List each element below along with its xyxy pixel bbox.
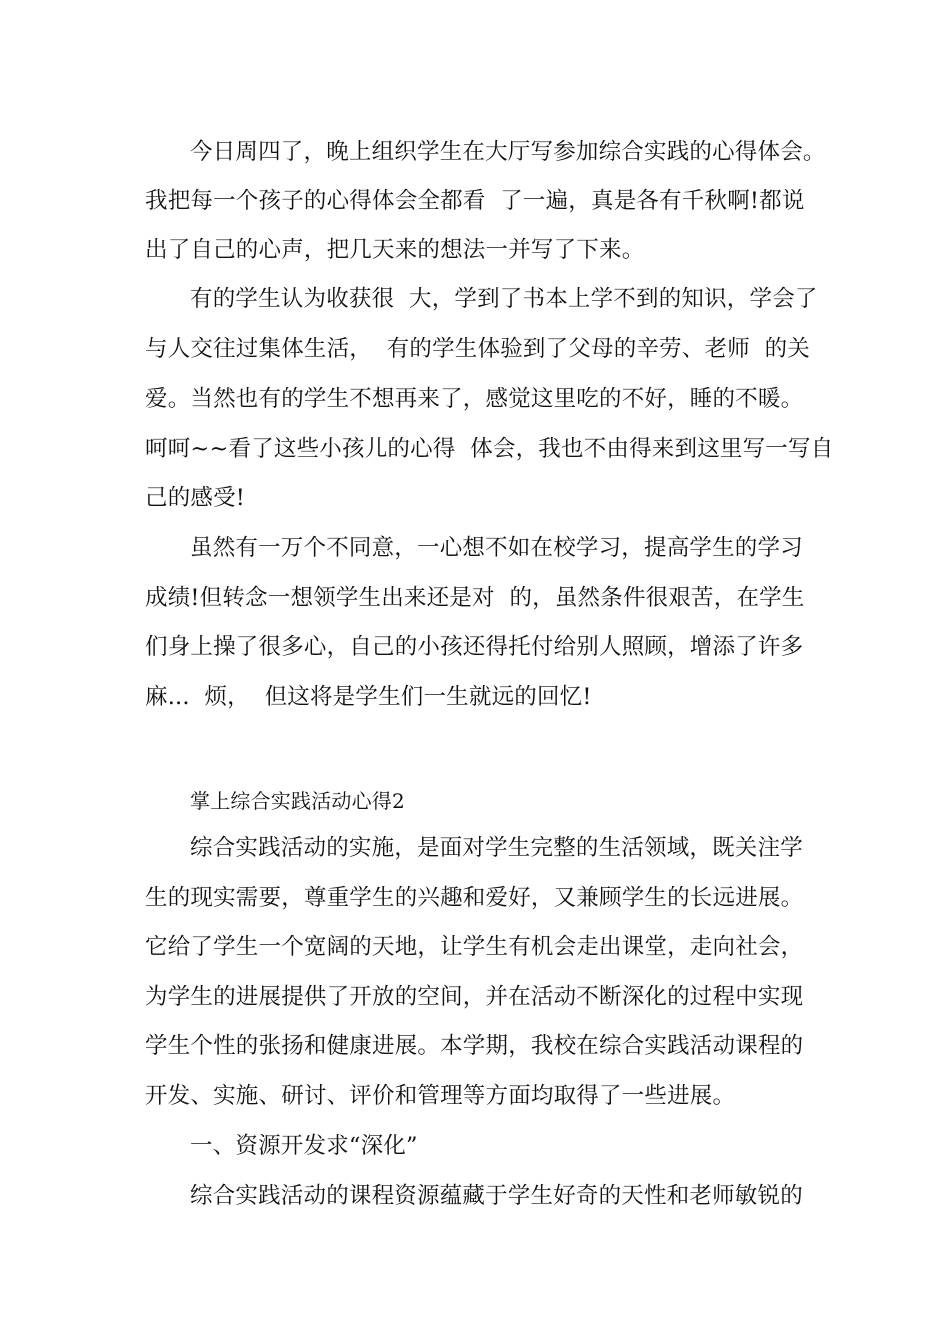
text-line: 有的学生认为收获很 大，学到了书本上学不到的知识，学会了 <box>190 286 818 312</box>
text-line: 综合实践活动的课程资源蕴藏于学生好奇的天性和老师敏锐的 <box>190 1183 803 1209</box>
text-line: 开发、实施、研讨、评价和管理等方面均取得了一些进展。 <box>145 1083 736 1109</box>
text-line: 综合实践活动的实施，是面对学生完整的生活领域，既关注学 <box>190 835 803 861</box>
text-line: 学生个性的张扬和健康进展。本学期，我校在综合实践活动课程的 <box>145 1033 804 1059</box>
text-line: 成绩!但转念一想领学生出来还是对 的，虽然条件很艰苦，在学生 <box>145 585 805 611</box>
text-line: 麻... 烦， 但这将是学生们一生就远的回忆! <box>145 684 592 710</box>
text-line: 与人交往过集体生活， 有的学生体验到了父母的辛劳、老师 的关 <box>145 336 811 362</box>
text-line: 们身上操了很多心，自己的小孩还得托付给别人照顾，增添了许多 <box>145 634 804 660</box>
text-line: 出了自己的心声，把几天来的想法一并写了下来。 <box>145 237 645 263</box>
subheading: 一、资源开发求“深化” <box>190 1133 418 1159</box>
text-line: 今日周四了，晚上组织学生在大厅写参加综合实践的心得体会。 <box>190 139 826 165</box>
text-line: 它给了学生一个宽阔的天地，让学生有机会走出课堂，走向社会， <box>145 934 804 960</box>
text-line: 生的现实需要，尊重学生的兴趣和爱好，又兼顾学生的长远进展。 <box>145 885 804 911</box>
text-line: 己的感受! <box>145 485 246 511</box>
text-line: 虽然有一万个不同意，一心想不如在校学习，提高学生的学习 <box>190 535 803 561</box>
text-line: 爱。当然也有的学生不想再来了，感觉这里吃的不好，睡的不暖。 <box>145 386 804 412</box>
text-line: 我把每一个孩子的心得体会全都看 了一遍，真是各有千秋啊!都说 <box>145 188 805 214</box>
text-line: 呵呵~~看了这些小孩儿的心得 体会，我也不由得来到这里写一写自 <box>145 436 834 462</box>
text-line: 为学生的进展提供了开放的空间，并在活动不断深化的过程中实现 <box>145 984 804 1010</box>
section-title: 掌上综合实践活动心得2 <box>190 789 405 813</box>
